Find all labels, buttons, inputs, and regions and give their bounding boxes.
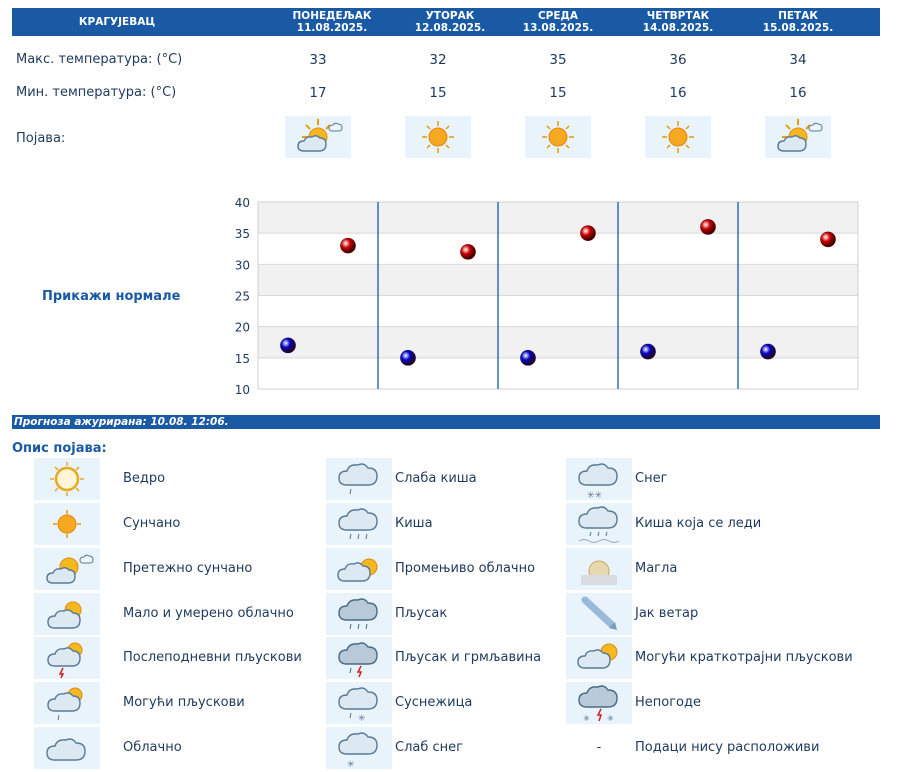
chart-band — [258, 202, 858, 233]
legend-label: Могући пљускови — [123, 695, 245, 710]
max-temp-value: 32 — [429, 52, 447, 68]
forecast-updated: Прогноза ажурирана: 10.08. 12:06. — [12, 415, 880, 429]
clear-icon — [34, 458, 100, 500]
min-temp-value: 15 — [429, 85, 447, 101]
max-temp-point — [461, 244, 476, 259]
mostly-sunny-icon — [285, 116, 351, 158]
variable-cloudy-icon — [326, 548, 392, 590]
legend-label: Магла — [635, 561, 678, 576]
legend-label: Облачно — [123, 740, 182, 755]
legend-label: Слаба киша — [395, 471, 477, 486]
thunder-shower-icon — [326, 637, 392, 679]
max-temp-point — [821, 232, 836, 247]
light-rain-icon — [326, 458, 392, 500]
day-name: ПОНЕДЕЉАК — [292, 10, 372, 22]
legend-title: Опис појава: — [12, 441, 107, 456]
rain-icon — [326, 503, 392, 545]
freezing-rain-icon — [566, 503, 632, 545]
max-temp-point — [341, 238, 356, 253]
day-date: 14.08.2025. — [642, 22, 714, 34]
light-snow-icon — [326, 727, 392, 769]
min-temp-point — [401, 350, 416, 365]
chart-tick-label: 35 — [234, 227, 250, 242]
strong-wind-icon — [566, 593, 632, 635]
mostly-sunny-icon — [34, 548, 100, 590]
day-date: 15.08.2025. — [762, 22, 834, 34]
sleet-icon — [326, 682, 392, 724]
legend-label: Пљусак — [395, 606, 448, 621]
partly-cloudy-icon — [34, 593, 100, 635]
chart-tick-label: 20 — [234, 320, 250, 335]
legend-label: Јак ветар — [635, 606, 699, 621]
legend-label: Промењиво облачно — [395, 561, 536, 576]
min-temp-value: 15 — [549, 85, 567, 101]
chart-tick-label: 40 — [234, 196, 250, 210]
snow-icon — [566, 458, 632, 500]
svg-text:✳: ✳ — [358, 714, 366, 723]
chart-band — [258, 264, 858, 295]
chart-tick-label: 25 — [234, 289, 250, 304]
afternoon-showers-icon — [34, 637, 100, 679]
legend-label: Суснежица — [395, 695, 473, 710]
phenomenon-label: Појава: — [16, 131, 66, 146]
day-header — [272, 8, 392, 36]
cloudy-icon — [34, 727, 100, 769]
legend-label: Могући краткотрајни пљускови — [635, 650, 853, 665]
sunny-icon — [525, 116, 591, 158]
max-temp-value: 35 — [549, 52, 567, 68]
chart-band — [258, 358, 858, 389]
sunny-icon — [405, 116, 471, 158]
legend-label: Подаци нису расположиви — [635, 740, 820, 755]
min-temp-point — [281, 338, 296, 353]
min-temp-value: 16 — [669, 85, 687, 101]
legend-label: Ведро — [123, 471, 166, 486]
max-temp-value: 33 — [309, 52, 327, 68]
shower-icon — [326, 593, 392, 635]
forecast-header — [12, 8, 880, 36]
min-temp-point — [521, 350, 536, 365]
min-temp-value: 16 — [789, 85, 807, 101]
fog-icon — [566, 548, 632, 590]
chart-tick-label: 15 — [234, 351, 250, 366]
sunny-icon — [645, 116, 711, 158]
day-header — [618, 8, 738, 36]
sunny-icon — [34, 503, 100, 545]
brief-showers-icon — [566, 637, 632, 679]
min-temp-value: 17 — [309, 85, 327, 101]
legend-label: Послеподневни пљускови — [123, 650, 302, 665]
day-header — [498, 8, 618, 36]
legend-label: Претежно сунчано — [123, 561, 253, 576]
max-temp-value: 34 — [789, 52, 807, 68]
mostly-sunny-icon — [765, 116, 831, 158]
legend-label: Непогоде — [635, 695, 701, 710]
day-header — [738, 8, 858, 36]
svg-text:✳✳: ✳✳ — [587, 491, 603, 499]
min-temp-point — [761, 344, 776, 359]
day-date: 12.08.2025. — [414, 22, 486, 34]
day-name: ЧЕТВРТАК — [646, 10, 710, 22]
possible-showers-icon — [34, 682, 100, 724]
legend-label: Сунчано — [123, 516, 181, 531]
show-normals-link[interactable]: Прикажи нормале — [42, 289, 181, 304]
day-date: 11.08.2025. — [296, 22, 368, 34]
legend-label: Пљусак и грмљавина — [395, 650, 542, 665]
min-temp-point — [641, 344, 656, 359]
max-temp-point — [581, 226, 596, 241]
day-name: УТОРАК — [425, 10, 475, 22]
chart-band — [258, 296, 858, 327]
legend-label: Мало и умерено облачно — [123, 606, 294, 621]
day-name: СРЕДА — [537, 10, 579, 22]
day-date: 13.08.2025. — [522, 22, 594, 34]
svg-text:✳: ✳ — [607, 714, 614, 723]
max-temp-point — [701, 219, 716, 234]
min-temp-label: Мин. температура: (°C) — [16, 85, 177, 100]
max-temp-value: 36 — [669, 52, 687, 68]
day-name: ПЕТАК — [778, 10, 818, 22]
chart-tick-label: 30 — [234, 258, 250, 273]
svg-text:✳: ✳ — [583, 714, 590, 723]
day-header — [390, 8, 510, 36]
legend-label: Киша која се леди — [635, 516, 762, 531]
max-temp-label: Макс. температура: (°C) — [16, 52, 183, 67]
legend-label: Киша — [395, 516, 433, 531]
storm-icon — [566, 682, 632, 724]
not-available-dash: - — [596, 740, 602, 755]
city-name: КРАГУЈЕВАЦ — [78, 16, 156, 28]
legend-label: Слаб снег — [395, 740, 463, 755]
chart-tick-label: 10 — [234, 383, 250, 397]
temperature-chart — [0, 190, 900, 400]
legend-label: Снег — [635, 471, 668, 486]
svg-text:✳: ✳ — [347, 760, 355, 768]
